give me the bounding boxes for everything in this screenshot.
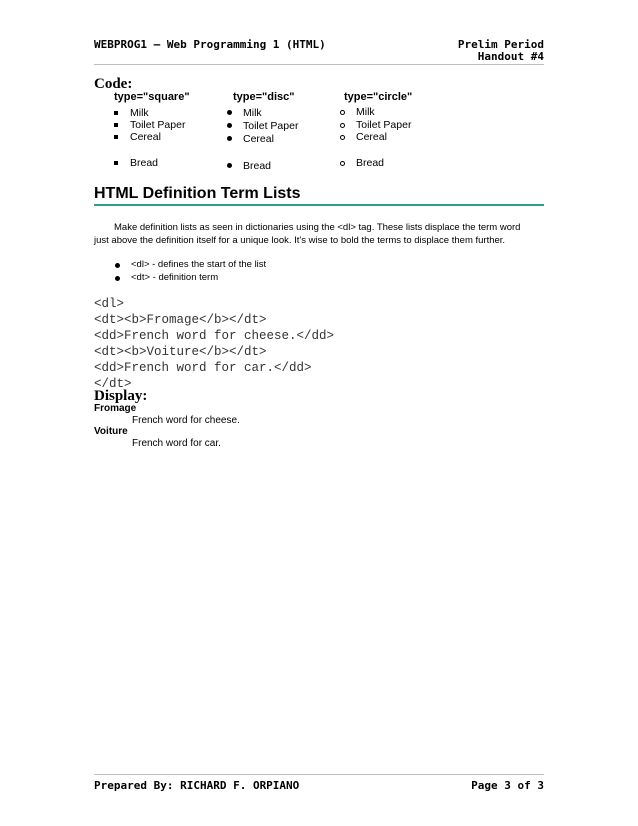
disc-bullet-icon bbox=[224, 133, 234, 144]
list-item: <dt> - definition term bbox=[131, 272, 219, 283]
list-item: Toilet Paper bbox=[356, 119, 412, 131]
display-heading: Display: bbox=[94, 388, 148, 404]
list-type-circle-label: type="circle" bbox=[344, 91, 413, 103]
square-bullet-icon bbox=[111, 107, 121, 118]
code-heading: Code: bbox=[94, 76, 133, 92]
disc-bullet-icon bbox=[112, 273, 122, 284]
circle-bullet-icon bbox=[337, 132, 347, 143]
definition-term: Fromage bbox=[94, 403, 137, 414]
list-item: Toilet Paper bbox=[130, 119, 186, 131]
disc-bullet-icon bbox=[224, 120, 234, 131]
paragraph-line-2: just above the definition itself for a unique look. It's wise to bold the terms to displace them further. bbox=[94, 235, 506, 246]
list-item: Cereal bbox=[243, 133, 274, 145]
header-title: WEBPROG1 – Web Programming 1 (HTML) bbox=[94, 38, 326, 51]
code-line: </dt> bbox=[94, 377, 132, 391]
list-item: Toilet Paper bbox=[243, 120, 299, 132]
list-item: Milk bbox=[356, 106, 375, 118]
square-bullet-icon bbox=[111, 131, 121, 142]
list-item: Cereal bbox=[356, 131, 387, 143]
list-item: Milk bbox=[130, 107, 149, 119]
header-period: Prelim Period bbox=[457, 38, 544, 51]
disc-bullet-icon bbox=[112, 260, 122, 271]
circle-bullet-icon bbox=[337, 120, 347, 131]
disc-bullet-icon bbox=[224, 160, 234, 171]
paragraph-line-1: Make definition lists as seen in dictionaries using the <dl> tag. These lists displace the term word bbox=[114, 222, 521, 233]
header-handout: Handout #4 bbox=[477, 50, 544, 63]
circle-bullet-icon bbox=[337, 158, 347, 169]
list-type-square-label: type="square" bbox=[114, 91, 190, 103]
list-type-disc-label: type="disc" bbox=[233, 91, 295, 103]
section-title: HTML Definition Term Lists bbox=[94, 185, 301, 202]
definition-description: French word for car. bbox=[132, 438, 221, 449]
section-rule bbox=[94, 204, 544, 206]
list-item: Bread bbox=[356, 157, 385, 169]
code-line: <dd>French word for car.</dd> bbox=[94, 361, 312, 375]
list-item: Cereal bbox=[130, 131, 161, 143]
list-item: Bread bbox=[130, 157, 159, 169]
list-item: Milk bbox=[243, 107, 262, 119]
footer-page-number: Page 3 of 3 bbox=[471, 779, 544, 792]
header-rule bbox=[94, 64, 544, 65]
list-item: Bread bbox=[243, 160, 272, 172]
footer-author: Prepared By: RICHARD F. ORPIANO bbox=[94, 779, 300, 792]
code-line: <dl> bbox=[94, 297, 125, 311]
circle-bullet-icon bbox=[337, 107, 347, 118]
definition-description: French word for cheese. bbox=[132, 415, 240, 426]
code-line: <dt><b>Voiture</b></dt> bbox=[94, 345, 267, 359]
disc-bullet-icon bbox=[224, 107, 234, 118]
square-bullet-icon bbox=[111, 157, 121, 168]
definition-term: Voiture bbox=[94, 426, 128, 437]
footer-rule bbox=[94, 774, 544, 775]
code-line: <dt><b>Fromage</b></dt> bbox=[94, 313, 267, 327]
list-item: <dl> - defines the start of the list bbox=[131, 259, 267, 270]
square-bullet-icon bbox=[111, 119, 121, 130]
code-line: <dd>French word for cheese.</dd> bbox=[94, 329, 335, 343]
